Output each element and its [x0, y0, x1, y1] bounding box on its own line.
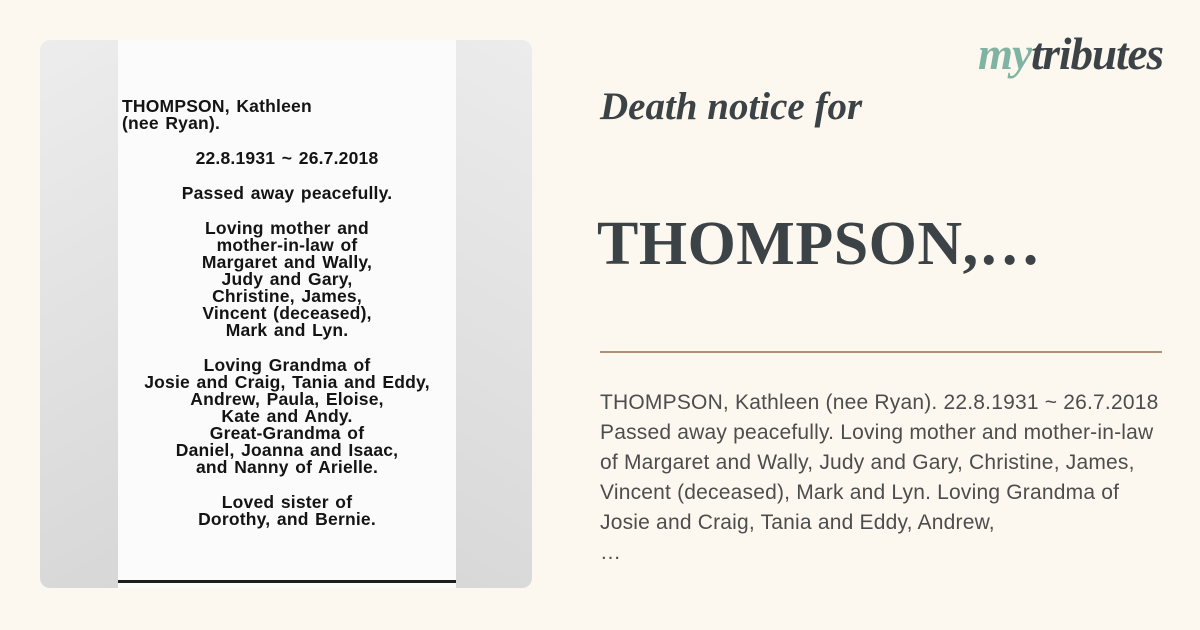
mytributes-logo[interactable]: [977, 29, 1163, 79]
notice-line: Christine, James,: [212, 286, 362, 306]
notice-bottom-rule: [118, 580, 456, 583]
notice-line: Mark and Lyn.: [225, 320, 349, 340]
logo-tributes: tributes: [1030, 29, 1163, 79]
notice-line: Daniel, Joanna and Isaac,: [175, 440, 399, 460]
notice-group: [122, 185, 452, 202]
truncation-ellipsis: …: [600, 541, 622, 564]
eyebrow-heading: Death notice for: [600, 85, 863, 128]
notice-line: (nee Ryan).: [122, 113, 221, 133]
notice-summary-text: THOMPSON, Kathleen (nee Ryan). 22.8.1931 ~ 26.7.2018 Passed away peacefully. Loving mother and mother-in-law of Margaret and Wally, Judy and Gary, Christine, James, Vincent (deceased), Mark and Lyn. Loving Grandma of Josie and Craig, Tania and Eddy, Andrew,: [600, 391, 1159, 534]
notice-text: [118, 40, 456, 588]
notice-group: [122, 357, 452, 476]
notice-line: Josie and Craig, Tania and Eddy,: [144, 372, 430, 392]
notice-line: 22.8.1931 ~ 26.7.2018: [195, 148, 379, 168]
clipping-right-margin: [456, 40, 532, 588]
notice-line: Loving Grandma of: [203, 355, 371, 375]
notice-line: mother-in-law of: [216, 235, 358, 255]
page-title: THOMPSON,…: [597, 210, 1042, 278]
notice-line: Margaret and Wally,: [201, 252, 373, 272]
notice-group: [122, 220, 452, 339]
death-notice-clipping-image: [40, 40, 532, 588]
notice-line: Vincent (deceased),: [202, 303, 372, 323]
notice-line: Dorothy, and Bernie.: [198, 509, 376, 529]
logo-my: my: [977, 29, 1031, 79]
notice-line: Loving mother and: [205, 218, 369, 238]
notice-group: [122, 150, 452, 167]
notice-line: and Nanny of Arielle.: [195, 457, 379, 477]
notice-group: [122, 494, 452, 528]
notice-line: Kate and Andy.: [221, 406, 353, 426]
clipping-left-margin: [40, 40, 118, 588]
notice-line: Andrew, Paula, Eloise,: [190, 389, 384, 409]
notice-group: [122, 98, 452, 132]
notice-summary: [600, 388, 1174, 568]
notice-line: THOMPSON, Kathleen: [122, 96, 312, 116]
notice-line: Great-Grandma of: [209, 423, 365, 443]
notice-line: Passed away peacefully.: [181, 183, 393, 203]
notice-line: Loved sister of: [221, 492, 353, 512]
divider-line: [600, 351, 1162, 353]
notice-line: Judy and Gary,: [221, 269, 353, 289]
